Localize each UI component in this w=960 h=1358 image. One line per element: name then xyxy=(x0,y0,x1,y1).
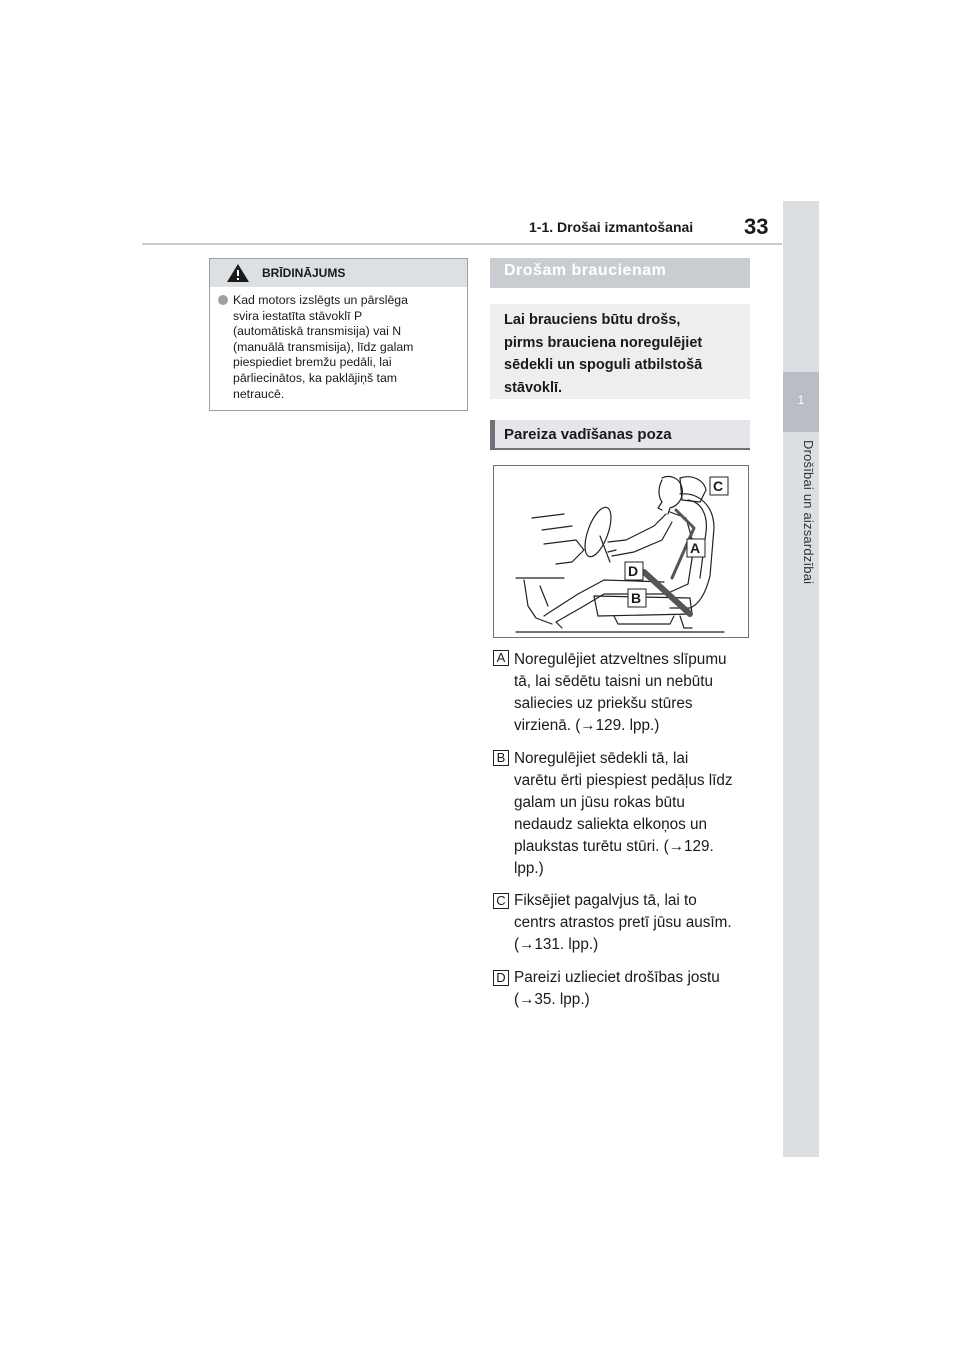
warning-line: pārliecinātos, ka paklājiņš tam xyxy=(233,370,398,385)
item-line: tā, lai sēdētu taisni un nebūtu xyxy=(514,673,714,690)
item-text xyxy=(514,748,752,880)
subsection-heading xyxy=(490,420,750,450)
item-marker: B xyxy=(493,750,509,766)
figure-label: A xyxy=(690,540,701,556)
item-line: varētu ērti piespiest pedāļus līdz xyxy=(514,772,733,789)
item-line: (→131. lpp.) xyxy=(514,936,599,953)
figure-label: B xyxy=(631,590,642,606)
warning-line: svira iestatīta stāvoklī P xyxy=(233,308,363,323)
subsection-accent xyxy=(490,420,495,450)
item-text xyxy=(514,890,752,956)
side-thumb-strip xyxy=(783,201,819,1157)
item-line: Fiksējiet pagalvjus tā, lai to xyxy=(514,892,697,909)
item-line: Pareizi uzlieciet drošības jostu xyxy=(514,969,720,986)
item-line: saliecies uz priekšu stūres xyxy=(514,695,693,712)
item-line: plaukstas turētu stūri. (→129. xyxy=(514,838,714,855)
item-line: lpp.) xyxy=(514,860,544,877)
figure-label: C xyxy=(713,478,724,494)
item-line: centrs atrastos pretī jūsu ausīm. xyxy=(514,914,732,931)
intro-text xyxy=(504,309,736,399)
chapter-number: 1 xyxy=(797,393,805,407)
warning-line: netraucē. xyxy=(233,386,285,401)
header-section-title: 1-1. Drošai izmantošanai xyxy=(529,219,694,235)
intro-line: sēdekli un spoguli atbilstošā xyxy=(504,357,703,374)
item-text xyxy=(514,967,752,1011)
driver-seat-illustration xyxy=(494,466,748,637)
item-marker: C xyxy=(493,893,509,909)
intro-line: pirms brauciena noregulējiet xyxy=(504,334,703,351)
warning-triangle-icon xyxy=(226,263,250,283)
item-line: Noregulējiet sēdekli tā, lai xyxy=(514,750,689,767)
item-line: virzienā. (→129. lpp.) xyxy=(514,717,660,734)
warning-header xyxy=(210,259,467,287)
warning-line: piespiediet bremžu pedāli, lai xyxy=(233,355,392,370)
item-line: Noregulējiet atzveltnes slīpumu xyxy=(514,651,727,668)
chapter-title: Drošībai un aizsardzībai xyxy=(801,440,816,585)
bullet-icon xyxy=(218,295,228,305)
subsection-title: Pareiza vadīšanas poza xyxy=(504,426,672,443)
warning-line: (manuālā transmisija), līdz galam xyxy=(233,339,414,354)
warning-box xyxy=(209,258,468,411)
item-line: (→35. lpp.) xyxy=(514,991,590,1008)
item-line: nedaudz saliekta elkoņos un xyxy=(514,816,708,833)
item-text xyxy=(514,649,752,737)
warning-text xyxy=(233,293,413,402)
intro-line: Lai brauciens būtu drošs, xyxy=(504,312,681,328)
header-divider xyxy=(142,243,782,245)
page-number: 33 xyxy=(744,214,769,239)
warning-body xyxy=(210,287,467,402)
driving-posture-figure xyxy=(493,465,749,638)
item-marker: A xyxy=(493,650,509,666)
intro-line: stāvoklī. xyxy=(504,379,563,396)
intro-box xyxy=(490,304,750,399)
warning-line: Kad motors izslēgts un pārslēga xyxy=(233,293,408,307)
warning-line: (automātiskā transmisija) vai N xyxy=(233,324,402,339)
item-line: galam un jūsu rokas būtu xyxy=(514,794,685,811)
warning-title: BRĪDINĀJUMS xyxy=(262,266,346,280)
figure-label: D xyxy=(628,563,639,579)
section-title: Drošam braucienam xyxy=(504,262,667,279)
item-marker: D xyxy=(493,970,509,986)
